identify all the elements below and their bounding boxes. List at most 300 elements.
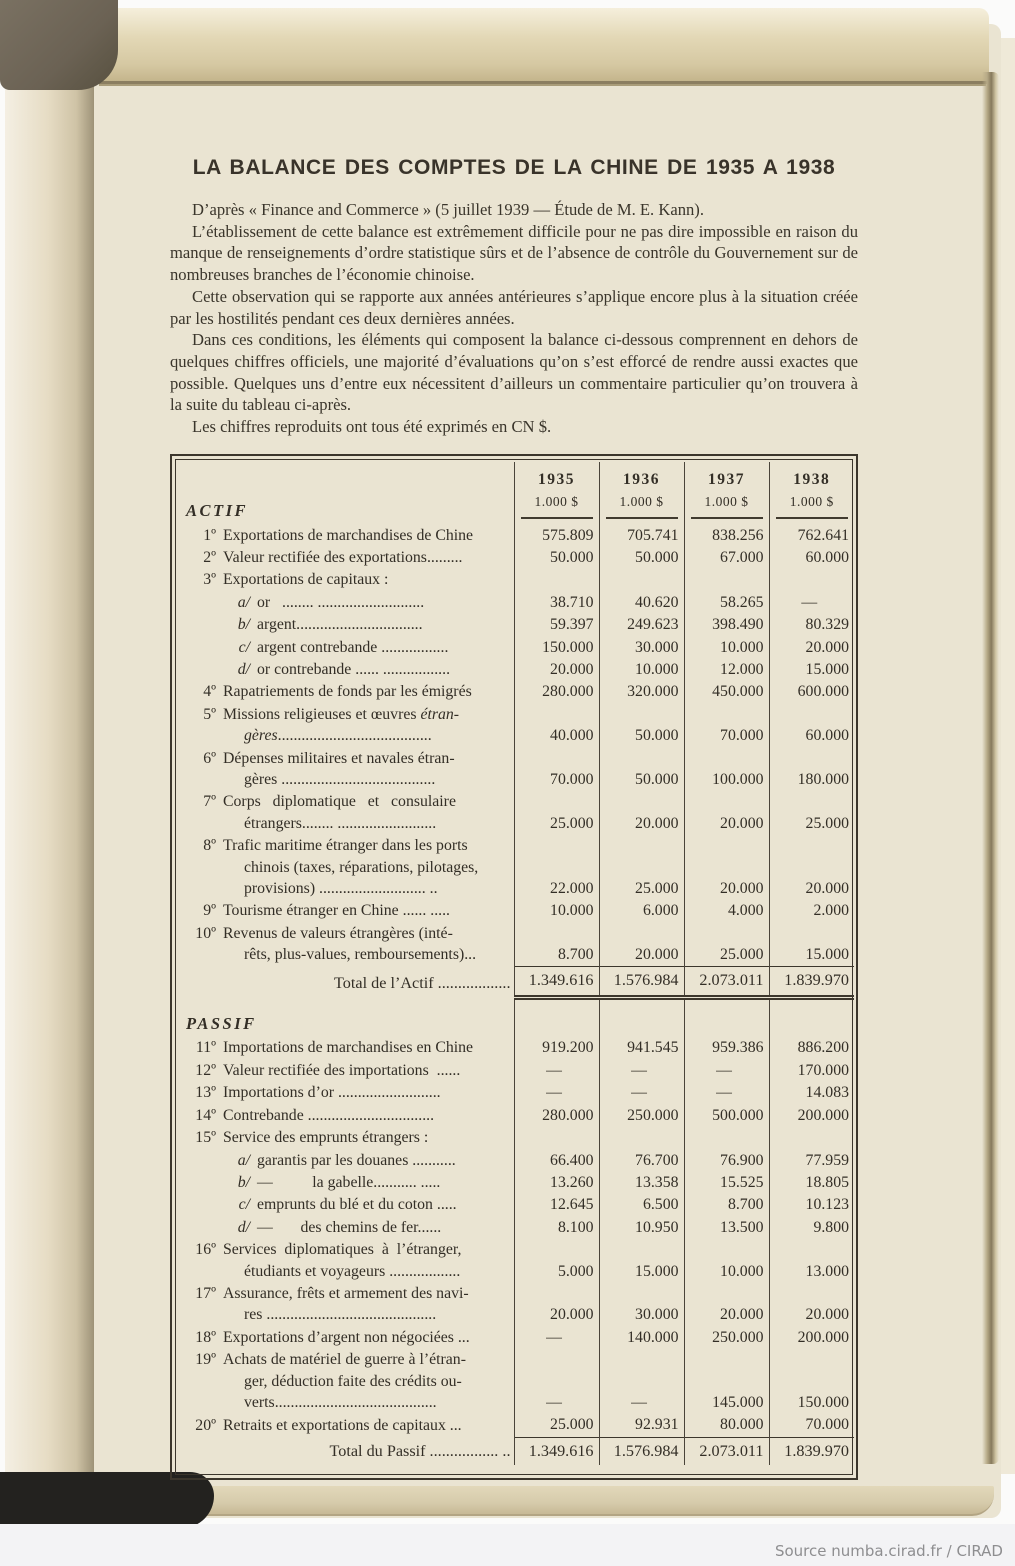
value-cell: 12.000 [684, 659, 769, 681]
value-cell: 20.000 [514, 1283, 599, 1327]
unit-label: 1.000 $ [534, 494, 579, 510]
total-value: 2.073.011 [684, 1437, 769, 1465]
label-line: argent................................ [257, 616, 423, 634]
label-line: provisions) ........................... .. [244, 880, 438, 898]
row-label [178, 1217, 514, 1239]
value-cell: 13.000 [769, 1239, 854, 1283]
total-value: 1.349.616 [514, 967, 599, 997]
section-row [178, 997, 854, 1037]
value-cell: 22.000 [514, 835, 599, 900]
label-line: argent contrebande ................. [257, 638, 449, 656]
row-label [178, 681, 514, 703]
row-number: d/ [237, 660, 250, 678]
value-cell: 145.000 [684, 1349, 769, 1414]
value-cell [599, 997, 684, 1037]
table-row [178, 614, 854, 636]
value-cell: — [514, 1060, 599, 1082]
row-label-text [182, 637, 514, 658]
value-cell [514, 997, 599, 1037]
year-header [514, 462, 599, 525]
value-cell: 8.700 [684, 1194, 769, 1216]
value-cell [599, 1127, 684, 1149]
value-cell: 941.545 [599, 1037, 684, 1059]
value-cell: 77.959 [769, 1150, 854, 1172]
value-cell: 250.000 [684, 1327, 769, 1349]
label-line: garantis par les douanes ........... [257, 1151, 456, 1169]
row-number: 12º [195, 1061, 216, 1079]
row-number: 11º [195, 1039, 216, 1057]
value-cell: 200.000 [769, 1105, 854, 1127]
value-cell: 20.000 [684, 835, 769, 900]
label-line: ger, déduction faite des crédits ou- [244, 1372, 462, 1390]
label-line: — la gabelle........... ..... [257, 1173, 441, 1191]
value-cell: 140.000 [599, 1327, 684, 1349]
row-label [178, 525, 514, 547]
value-cell: 20.000 [684, 791, 769, 835]
paragraph: L’établissement de cette balance est extrêmement difficile pour ne pas dire impossible en raison du manque de renseignements d’ordre statistique sûrs et de l’absence de contrôle du Gouvernement sur de nombreuses branches de l’économie chinoise. [170, 221, 858, 285]
row-label [178, 704, 514, 748]
balance-table-grid [178, 462, 854, 1465]
value-cell: 20.000 [599, 791, 684, 835]
row-label-text [182, 1327, 514, 1348]
row-number: a/ [237, 593, 250, 611]
row-label [178, 1414, 514, 1437]
intro-paragraphs [170, 199, 858, 438]
row-label-text [182, 835, 514, 899]
label-line: emprunts du blé et du coton ..... [257, 1196, 457, 1214]
value-cell [514, 569, 599, 591]
value-cell: 25.000 [514, 1414, 599, 1437]
row-number: 16º [195, 1241, 216, 1259]
value-cell: 76.700 [599, 1150, 684, 1172]
table-row [178, 525, 854, 547]
total-label: Total du Passif ................. .. [329, 1441, 511, 1460]
row-label [178, 1127, 514, 1149]
label-line: Assurance, frêts et armement des navi- [223, 1284, 469, 1302]
year-header [769, 462, 854, 525]
value-cell: 170.000 [769, 1060, 854, 1082]
label-line: Dépenses militaires et navales étran- [223, 749, 455, 767]
row-label-text [182, 569, 514, 590]
row-label-text [182, 547, 514, 568]
row-label [178, 1105, 514, 1127]
row-number: 20º [195, 1416, 216, 1434]
value-cell: 705.741 [599, 525, 684, 547]
row-number: 10º [195, 924, 216, 942]
row-number: 4º [203, 683, 216, 701]
value-cell: 40.620 [599, 592, 684, 614]
value-cell: 58.265 [684, 592, 769, 614]
row-label-text [182, 659, 514, 680]
unit-label: 1.000 $ [619, 494, 664, 510]
label-line: verts......................................... [244, 1393, 437, 1411]
row-number: 13º [195, 1084, 216, 1102]
row-label [178, 1082, 514, 1104]
table-row [178, 1127, 854, 1149]
row-number: 17º [195, 1284, 216, 1302]
row-label-text [182, 592, 514, 613]
label-line: Services diplomatiques à l’étranger, [223, 1241, 462, 1259]
paragraph: Cette observation qui se rapporte aux années antérieures s’applique encore plus à la situation créée par les hostilités pendant ces deux dernières années. [170, 286, 858, 328]
label-line: étudiants et voyageurs .................. [244, 1262, 461, 1280]
row-label-text [182, 1172, 514, 1193]
year-underline [776, 517, 848, 519]
row-label-text [182, 1349, 514, 1413]
value-cell: 38.710 [514, 592, 599, 614]
value-cell: 40.000 [514, 704, 599, 748]
value-cell: 70.000 [769, 1414, 854, 1437]
value-cell: 50.000 [599, 704, 684, 748]
value-cell: 10.000 [514, 900, 599, 922]
label-line: Service des emprunts étrangers : [223, 1129, 429, 1147]
value-cell: 919.200 [514, 1037, 599, 1059]
value-cell: 8.100 [514, 1217, 599, 1239]
value-cell: 450.000 [684, 681, 769, 703]
row-number: 18º [195, 1328, 216, 1346]
paragraph: Les chiffres reproduits ont tous été exprimés en CN $. [192, 417, 552, 437]
label-line: Importations de marchandises en Chine [223, 1039, 474, 1057]
value-cell: 8.700 [514, 923, 599, 967]
row-label [178, 835, 514, 900]
row-label [178, 1194, 514, 1216]
table-row [178, 1239, 854, 1283]
label-line: Tourisme étranger en Chine ...... ..... [223, 902, 451, 920]
value-cell: 100.000 [684, 748, 769, 792]
row-label [178, 1283, 514, 1327]
row-label [178, 1172, 514, 1194]
row-number: c/ [238, 1196, 250, 1214]
label-line: Exportations de capitaux : [223, 571, 389, 589]
year-header [599, 462, 684, 525]
value-cell: 30.000 [599, 1283, 684, 1327]
year-underline [691, 517, 763, 519]
section-heading: ACTIF [186, 501, 249, 521]
value-cell: — [599, 1349, 684, 1414]
table-row [178, 1060, 854, 1082]
row-label-text [182, 1060, 514, 1081]
row-label [178, 547, 514, 569]
year-header [684, 462, 769, 525]
total-value: 1.576.984 [599, 1437, 684, 1465]
value-cell: 320.000 [599, 681, 684, 703]
row-number: 2º [203, 548, 216, 566]
row-label-text [182, 1217, 514, 1238]
source-caption: Source numba.cirad.fr / CIRAD [774, 1542, 1003, 1560]
value-cell: 280.000 [514, 681, 599, 703]
label-line: Valeur rectifiée des importations ...... [223, 1061, 461, 1079]
value-cell: 13.358 [599, 1172, 684, 1194]
label-line: étrangers........ ......................... [244, 814, 437, 832]
value-cell: 80.329 [769, 614, 854, 636]
value-cell: 20.000 [769, 637, 854, 659]
value-cell: 959.386 [684, 1037, 769, 1059]
row-number: b/ [237, 616, 250, 634]
value-cell: 12.645 [514, 1194, 599, 1216]
table-row [178, 659, 854, 681]
value-cell: 6.500 [599, 1194, 684, 1216]
year-underline [606, 517, 678, 519]
value-cell: 9.800 [769, 1217, 854, 1239]
value-cell: 2.000 [769, 900, 854, 922]
row-label [178, 659, 514, 681]
value-cell: 14.083 [769, 1082, 854, 1104]
balance-table-body [178, 462, 854, 1465]
value-cell: — [599, 1060, 684, 1082]
table-row [178, 1327, 854, 1349]
value-cell: 15.000 [769, 923, 854, 967]
row-label-text [182, 791, 514, 834]
value-cell: 15.525 [684, 1172, 769, 1194]
label-line: or ........ ........................... [257, 593, 425, 611]
value-cell: 92.931 [599, 1414, 684, 1437]
value-cell: 500.000 [684, 1105, 769, 1127]
row-label [178, 614, 514, 636]
row-label [178, 637, 514, 659]
table-row [178, 791, 854, 835]
value-cell: — [514, 1327, 599, 1349]
value-cell: 25.000 [684, 923, 769, 967]
value-cell [684, 569, 769, 591]
book-shadow-bottom-left [0, 1472, 214, 1528]
value-cell: 60.000 [769, 704, 854, 748]
table-row [178, 900, 854, 922]
value-cell: — [599, 1082, 684, 1104]
value-cell: 600.000 [769, 681, 854, 703]
value-cell: 15.000 [769, 659, 854, 681]
table-row [178, 835, 854, 900]
row-number: 3º [203, 571, 216, 589]
row-label-text [182, 748, 514, 791]
table-row [178, 1037, 854, 1059]
row-number: c/ [238, 638, 250, 656]
page-top-torn-edge [96, 8, 989, 84]
value-cell: 25.000 [599, 835, 684, 900]
total-value: 1.349.616 [514, 1437, 599, 1465]
page-title: LA BALANCE DES COMPTES DE LA CHINE DE 1935 A 1938 [192, 156, 836, 179]
total-value: 1.576.984 [599, 967, 684, 997]
value-cell [514, 1127, 599, 1149]
total-value: 1.839.970 [769, 967, 854, 997]
row-label-text [182, 525, 514, 546]
value-cell: 50.000 [599, 547, 684, 569]
value-cell: 70.000 [514, 748, 599, 792]
row-label [178, 1060, 514, 1082]
value-cell: 575.809 [514, 525, 599, 547]
value-cell: 4.000 [684, 900, 769, 922]
section-heading: PASSIF [186, 1014, 257, 1034]
label-line: Achats de matériel de guerre à l’étran- [223, 1351, 466, 1369]
row-label-text [182, 1239, 514, 1282]
value-cell: 50.000 [599, 748, 684, 792]
value-cell: 838.256 [684, 525, 769, 547]
year-label: 1936 [623, 470, 660, 488]
value-cell [769, 997, 854, 1037]
value-cell [599, 569, 684, 591]
value-cell: 200.000 [769, 1327, 854, 1349]
row-label-text [182, 681, 514, 702]
table-row [178, 1105, 854, 1127]
row-number: 19º [195, 1351, 216, 1369]
row-number: d/ [237, 1218, 250, 1236]
row-label [178, 1037, 514, 1059]
paragraph: D’après « Finance and Commerce » (5 juillet 1939 — Étude de M. E. Kann). [192, 200, 704, 219]
page-bottom-torn-edge [148, 1486, 994, 1516]
unit-label: 1.000 $ [789, 494, 834, 510]
value-cell: 10.950 [599, 1217, 684, 1239]
row-label-text [182, 1037, 514, 1058]
label-line: res ........................................... [244, 1306, 437, 1324]
table-header-row [178, 462, 854, 525]
value-cell: 150.000 [514, 637, 599, 659]
value-cell: — [514, 1349, 599, 1414]
balance-table [170, 454, 858, 1480]
value-cell: 10.123 [769, 1194, 854, 1216]
value-cell: 20.000 [514, 659, 599, 681]
row-label [178, 1327, 514, 1349]
label-line: gères....................................... [244, 727, 432, 745]
underlying-page-right [999, 38, 1015, 1474]
value-cell: 67.000 [684, 547, 769, 569]
table-row [178, 547, 854, 569]
row-number: 7º [203, 793, 216, 811]
label-line: Contrebande ................................ [223, 1106, 435, 1124]
table-row [178, 1172, 854, 1194]
year-underline [521, 517, 593, 519]
row-number: 14º [195, 1106, 216, 1124]
row-label-text [182, 614, 514, 635]
label-line: Importations d’or .......................... [223, 1084, 441, 1102]
table-row [178, 1217, 854, 1239]
value-cell: 25.000 [514, 791, 599, 835]
value-cell: 13.260 [514, 1172, 599, 1194]
value-cell: 20.000 [769, 835, 854, 900]
value-cell [769, 1127, 854, 1149]
label-line: Revenus de valeurs étrangères (inté- [223, 924, 453, 942]
row-number: b/ [237, 1173, 250, 1191]
table-row [178, 569, 854, 591]
value-cell: 150.000 [769, 1349, 854, 1414]
value-cell: 20.000 [769, 1283, 854, 1327]
value-cell: 762.641 [769, 525, 854, 547]
table-row [178, 704, 854, 748]
label-line: Corps diplomatique et consulaire [223, 793, 456, 811]
page-right-stack-edge [982, 72, 999, 1464]
value-cell: 30.000 [599, 637, 684, 659]
row-label [178, 569, 514, 591]
total-value: 1.839.970 [769, 1437, 854, 1465]
row-label-text [182, 900, 514, 921]
table-row [178, 592, 854, 614]
value-cell: 10.000 [599, 659, 684, 681]
table-row [178, 1194, 854, 1216]
row-label [178, 900, 514, 922]
label-line: gères ....................................... [244, 771, 436, 789]
value-cell: 15.000 [599, 1239, 684, 1283]
page-content [170, 156, 858, 1480]
year-label: 1938 [793, 470, 831, 488]
row-number: 6º [203, 749, 216, 767]
value-cell: 80.000 [684, 1414, 769, 1437]
row-label [178, 1150, 514, 1172]
value-cell: 886.200 [769, 1037, 854, 1059]
value-cell: 6.000 [599, 900, 684, 922]
row-label-text [182, 704, 514, 747]
row-number: 5º [203, 705, 216, 723]
book-left-pages-edge [5, 52, 100, 1500]
value-cell: — [684, 1082, 769, 1104]
value-cell: 250.000 [599, 1105, 684, 1127]
row-label-text [182, 1105, 514, 1126]
value-cell: 249.623 [599, 614, 684, 636]
unit-label: 1.000 $ [704, 494, 749, 510]
label-line: chinois (taxes, réparations, pilotages, [244, 858, 479, 876]
value-cell: 398.490 [684, 614, 769, 636]
value-cell [684, 997, 769, 1037]
value-cell: 10.000 [684, 1239, 769, 1283]
year-label: 1935 [538, 470, 575, 488]
table-row [178, 1150, 854, 1172]
row-label [178, 1239, 514, 1283]
value-cell: 25.000 [769, 791, 854, 835]
table-row [178, 1283, 854, 1327]
value-cell: 60.000 [769, 547, 854, 569]
total-label: Total de l’Actif .................. [334, 973, 511, 992]
label-line: Exportations de marchandises de Chine [223, 526, 474, 544]
value-cell [684, 1127, 769, 1149]
value-cell [769, 569, 854, 591]
row-label [178, 592, 514, 614]
value-cell: — [769, 592, 854, 614]
total-row [178, 1437, 854, 1465]
row-label-text [182, 1082, 514, 1103]
value-cell: 18.805 [769, 1172, 854, 1194]
table-row [178, 637, 854, 659]
table-row [178, 748, 854, 792]
value-cell: — [684, 1060, 769, 1082]
value-cell: 20.000 [684, 1283, 769, 1327]
label-line: Rapatriements de fonds par les émigrés [223, 683, 472, 701]
row-label-text [182, 1150, 514, 1171]
paragraph: Dans ces conditions, les éléments qui composent la balance ci-dessous comprennent en dehors de quelques chiffres officiels, une majorité d’évaluations qu’on s’est efforcé de rendre aussi exactes que possible. Quelques uns d’entre eux nécessitent d’ailleurs un commentaire particulier qu’on trouvera à la suite du tableau ci-après. [170, 330, 858, 415]
row-label-text [182, 1283, 514, 1326]
value-cell: 59.397 [514, 614, 599, 636]
value-cell: 5.000 [514, 1239, 599, 1283]
label-line: Missions religieuses et œuvres étran- [223, 705, 460, 723]
value-cell: 66.400 [514, 1150, 599, 1172]
label-line: Trafic maritime étranger dans les ports [223, 837, 468, 855]
row-number: 8º [203, 837, 216, 855]
total-value: 2.073.011 [684, 967, 769, 997]
table-row [178, 1349, 854, 1414]
label-line: — des chemins de fer...... [257, 1218, 442, 1236]
label-line: Retraits et exportations de capitaux ... [223, 1416, 462, 1434]
row-number: 15º [195, 1129, 216, 1147]
value-cell: 280.000 [514, 1105, 599, 1127]
row-number: 9º [203, 902, 216, 920]
label-line: or contrebande ...... ................. [257, 660, 451, 678]
row-label-text [182, 1194, 514, 1215]
year-label: 1937 [708, 470, 745, 488]
value-cell: 70.000 [684, 704, 769, 748]
value-cell: 20.000 [599, 923, 684, 967]
total-row [178, 967, 854, 997]
table-row [178, 923, 854, 967]
value-cell: 76.900 [684, 1150, 769, 1172]
value-cell: 10.000 [684, 637, 769, 659]
value-cell: — [514, 1082, 599, 1104]
table-row [178, 1414, 854, 1437]
row-number: a/ [237, 1151, 250, 1169]
